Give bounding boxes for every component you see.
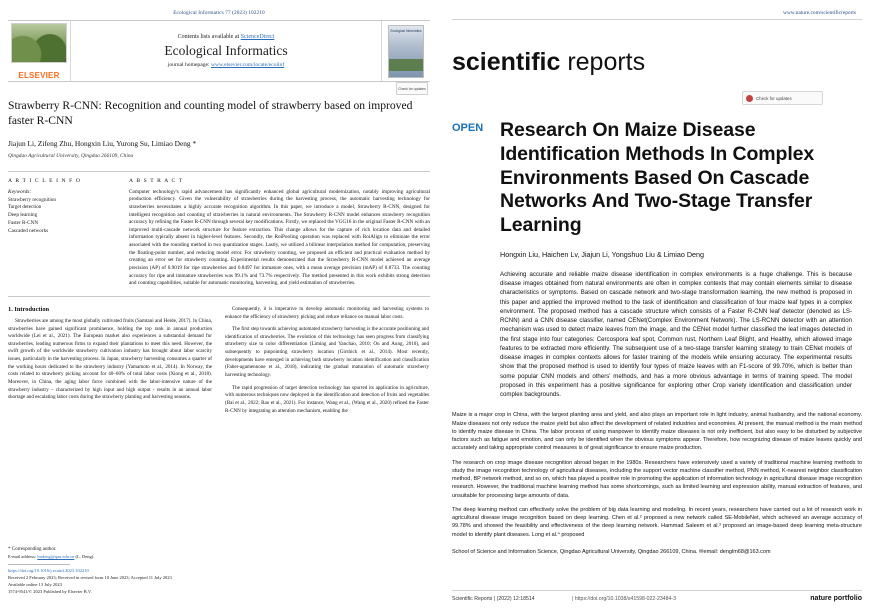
left-article-content <box>8 8 430 602</box>
body-paragraph: The research on crop image disease recognition abroad began in the 1980s. Researchers have extensively used a variety of traditional machine learning methods to study the image recognition technology of agricultural diseases, including the support vector machine classifier method, PNN method, K-nearest neighbor classification method, BP network method, and so on, which has played a positive role in promoting the application of information technology in agricultural disease image recognition research. However, the traditional machine learning method has some shortcomings, such as limited learning and expression ability, manual extraction of features, and unsuitable for processing large amounts of data. <box>452 459 862 499</box>
body-column-left <box>8 306 212 420</box>
keyword-item: Deep learning <box>8 212 38 219</box>
footer-doi[interactable]: | https://doi.org/10.1038/s41598-022-23484-3 <box>572 595 677 602</box>
received-history: Received 2 February 2023; Received in revised form 10 June 2023; Accepted 11 July 2023 <box>8 575 172 581</box>
article-authors: Jiajun Li, Zifeng Zhu, Hongxin Liu, Yurong Su, Limiao Deng * <box>8 138 197 148</box>
sciencedirect-link[interactable]: ScienceDirect <box>240 34 275 40</box>
email-label: E-mail address: <box>8 554 38 560</box>
body-paragraph: The deep learning method can effectively solve the problem of big data learning and modeling. In recent years, researchers have carried out a lot of research work in agricultural disease image recognition based on deep learning. Chen et al.² proposed a new network called SE-MobileNet, which achieved an average accuracy of 99.78% and showed the feasibility and effectiveness of the deep learning network. Hammad Saleem et al.³ proposed an image-based deep learning meta-structure model to identify plant diseases. Long et al.⁴ proposed <box>452 506 862 538</box>
article-footnote <box>8 546 212 596</box>
journal-masthead <box>8 20 430 82</box>
footer-journal <box>452 596 572 602</box>
url-divider <box>452 19 862 20</box>
crossmark-badge[interactable]: Check for updates <box>396 82 428 95</box>
open-access-label: OPEN <box>452 122 484 134</box>
journal-cover-thumbnail <box>388 25 424 78</box>
info-abstract-row <box>8 178 430 288</box>
journal-title: Ecological Informatics <box>164 43 288 58</box>
body-paragraph: Maize is a major crop in China, with the largest planting area and yield, and also plays an important role in light industry, animal husbandry, and the national economy. Maize diseases not only reduce the maize yield but also affect the development of related industries and economies. At present, the manual method is the main method to identify maize disease in China. The labor process of using manpower to identify maize diseases is not only inefficient, but also easy to be disturbed by subjective factors such as fatigue and emotion, and can only be identified when the obvious symptoms appear. Therefore, how recognizing disease of maize leaves quickly and accurately and taking appropriate control measures is of great significance to ensure maize production. <box>452 412 862 452</box>
article-affiliation: School of Science and Information Science, Qingdao Agricultural University, Qingdao 266109, China. ✉email: denglm68@163.com <box>452 548 771 555</box>
email-line <box>8 554 212 561</box>
homepage-prefix: journal homepage: <box>167 62 211 68</box>
right-article-content <box>452 0 862 610</box>
abstract-text: Achieving accurate and reliable maize disease identification in complex environments is a huge challenge. This is because disease images obtained from natural environments are often in complex contexts that may contain elements similar to disease characteristics or symptoms. Based on cascade network and two-stage transformation learning, the new method is proposed in this paper and applied the improved method to the task of identification and classification of four maize leaf types in a complex environment. The proposed method has a cascade structure which consists of a Faster R-CNN leaf detector (denoted as LS-RCNN) and a CNN disease classifier, named CENet(Complex Environment Network). The LS-RCNN detector with an attention mechanism was used to detect maize leaves from the image, and the CENet model further classified the leaf images detected in the first stage into four categories: Cercospora leaf spot, Common rust, Northern Leaf Blight, and Healthy, which allowed image features to be extracted more efficiently. The subsequent use of a two-stage transfer learning strategy to train CENet models of disease images in complex contexts allows for faster training of the models while ensuring accuracy. The experimental results show that the proposed method is used to identify four types of maize leaves with an F1-score of 99.70%, which is better than some popular CNN models and others' methods, and has a more obvious advantage in terms of training speed. The model proposed in this experiment has a positive significance for exploring other Crop variety identification and classification under complex backgrounds. <box>500 270 852 399</box>
body-paragraph: The rapid progression of target detection technology has spurred its application in agriculture, with numerous techniques now deployed in the identification and detection of fruits and vegetables (Bai et al., 2022; Rao et al., 2021). For instance, Wang et al., (Wang et al., 2020) refined the Faster R-CNN by integrating an attention mechanism, enabling the <box>225 384 429 414</box>
masthead-center <box>71 21 381 81</box>
cover-caption: Ecological Informatics <box>390 28 422 33</box>
body-column-right <box>225 306 429 420</box>
right-article-page <box>438 0 876 610</box>
copyright-line: 1574-9541/© 2023 Published by Elsevier B.V. <box>8 589 92 595</box>
journal-homepage-link[interactable]: www.elsevier.com/locate/ecolinf <box>210 62 285 68</box>
body-paragraph: Strawberries are among the most globally cultivated fruits (Samtani and Heide, 2017). In China, strawberries have gained significant prominence, holding the top rank in annual production worldwide (Lei et al., 2021). The European market also experiences a substantial demand for strawberries, leading numerous firms to expand their plantations to meet this need. However, the swift growth of the worldwide strawberry cultivation industry has brought about labor scarcity issues, particularly in the harvesting process. In Japan, strawberry harvesting consumes a quarter of the working hours dedicated to the strawberry industry (Yamamoto et al., 2014). In Norway, the costs related to strawberry picking account for 40–60% of total labor costs (Xiong et al., 2018). Moreover, in China, the aging labor force combined with the labor-intensive nature of the strawberry industry – characterized by high input and high output - results in an annual labor shortage and escalating labor costs during the strawberry planting and harvesting seasons. <box>8 317 212 401</box>
contents-line <box>178 34 275 40</box>
footer-journal-name: Scientific Reports | <box>452 595 496 602</box>
elsevier-wordmark: ELSEVIER <box>18 71 60 80</box>
article-affiliation: Qingdao Agricultural University, Qingdao 266109, China <box>8 152 134 159</box>
nature-portfolio-label: nature portfolio <box>810 595 862 602</box>
abstract-heading: A B S T R A C T <box>129 177 184 184</box>
journal-homepage-line <box>168 62 284 68</box>
brand-bold: scientific <box>452 48 561 76</box>
article-info-heading: A R T I C L E I N F O <box>8 177 82 184</box>
divider-bottom <box>8 296 430 297</box>
keyword-item: Faster R-CNN <box>8 219 39 226</box>
available-online: Available online 13 July 2023 <box>8 582 62 588</box>
body-columns <box>8 306 430 420</box>
crossmark-label: Check for updates <box>756 95 792 101</box>
scientific-reports-logo <box>452 48 862 77</box>
crossmark-icon <box>746 95 753 102</box>
abstract-column <box>129 178 430 288</box>
nature-portfolio-logo <box>810 595 862 602</box>
journal-cover-block <box>381 21 430 81</box>
keyword-item: Strawberry recognition <box>8 196 56 203</box>
title-row <box>452 119 862 238</box>
section-heading-introduction: 1. Introduction <box>8 305 50 313</box>
journal-running-head: Ecological Informatics 77 (2023) 102210 <box>173 10 265 16</box>
footer-volume: (2022) 12:18514 <box>496 595 535 602</box>
body-paragraph: The first step towards achieving automated strawberry harvesting is the accurate positioning and identification of strawberries. The evolution of this technology has seen progress from classifying strawberry size to color differentiation (Liming and Yanchao, 2010; Ou and Aung, 2010), and subsequently to pinpointing strawberry location (Girshick et al., 2014). Most recently, developments have emerged in achieving both strawberry location identification and classification (Faber-agamennone et al., 2018), indicating the gradual maturation of automatic strawberry harvesting technology. <box>225 326 429 379</box>
contents-prefix: Contents lists available at <box>177 34 241 40</box>
abstract-text: Computer technology's rapid advancement has significantly enhanced global agricultural modernization, notably improving agricultural production efficiency. Given the vulnerability of strawberries during the harvesting process, the automatic harvesting technology for strawberries necessitates a highly accurate recognition algorithm. In this paper, we introduce a model, Strawberry R-CNN, designed for intelligent recognition and counting of strawberries in natural environments. The Strawberry R-CNN model enhances strawberry recognition accuracy by refining the Faster R-CNN through several key modifications. Firstly, we replaced the VGG16 in the original Faster R-CNN with an improved multi-cascade network structure for feature extraction. This change allows for the capture of rich location data and detailed information typically absent in higher-level features. Secondly, the RoiPooling operation was replaced with RoiAlign to eliminate the error associated with the rounding method in two quantization stages. Lastly, we utilized a bilinear interpolation method for computation, preserving the floating-point number, and reducing model error. For strawberry counting, we proposed an efficient and practical evaluation method by creating an error set for strawberry counting. Experimental results demonstrated that the Strawberry R-CNN model achieved an average precision (AP) of 0.9019 for ripe strawberries and 0.8497 for immature ones, with a mean average precision (mAP) of 0.8733. The counting accuracy for ripe and immature strawberries was 99.1% and 73.7% respectively. The method presented in this work exhibits strong detection and counting capabilities, suitable for automatic monitoring, harvesting, and yield estimation of strawberries. <box>129 188 430 287</box>
article-title: Strawberry R-CNN: Recognition and counting model of strawberry based on improved faster R-CNN <box>8 99 413 128</box>
brand-light: reports <box>560 48 646 76</box>
corresponding-author-note: * Corresponding author. <box>8 547 57 553</box>
cover-band <box>389 59 423 71</box>
nature-url[interactable]: www.nature.com/scientificreports <box>783 10 856 16</box>
body-paragraph: Consequently, it is imperative to develop automatic monitoring and harvesting systems to enhance the efficiency of strawberry picking and reduce reliance on manual labor costs. <box>225 305 429 320</box>
publisher-block <box>8 21 71 81</box>
doi-link[interactable]: https://doi.org/10.1016/j.ecoinf.2023.102210 <box>8 568 89 574</box>
article-authors: Hongxin Liu, Haichen Lv, Jiajun Li, Yongshuo Liu & Limiao Deng <box>500 249 705 259</box>
elsevier-tree-icon <box>11 23 67 63</box>
email-tail: (L. Deng). <box>74 554 95 560</box>
footnote-divider <box>8 564 70 565</box>
article-title: Research On Maize Disease Identification Methods In Complex Environments Based On Cascade Networks And Two-Stage Transfer Learning <box>500 119 815 237</box>
keyword-item: Cascaded networks <box>8 227 49 234</box>
crossmark-badge[interactable] <box>742 91 823 105</box>
divider-top <box>8 171 430 172</box>
page-footer <box>452 590 862 602</box>
keyword-item: Target detection <box>8 204 42 211</box>
body-text <box>452 411 862 539</box>
email-link[interactable]: lmdeng@qau.edu.cn <box>37 554 75 560</box>
article-info-column <box>8 178 116 288</box>
keywords-label: Keywords: <box>8 188 32 195</box>
